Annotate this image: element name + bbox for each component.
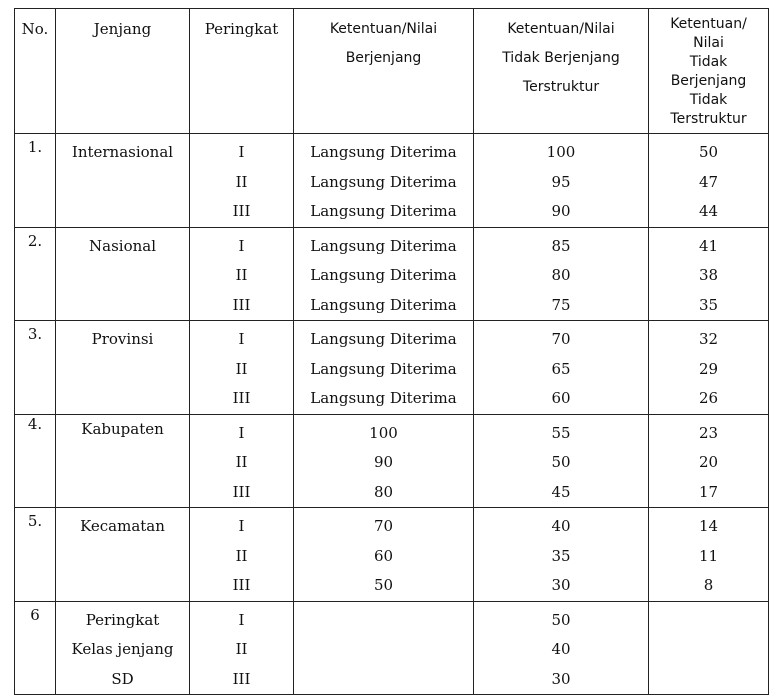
cell-line: Provinsi — [91, 330, 154, 348]
cell-line: Kabupaten — [81, 419, 164, 438]
cell-line: 95 — [551, 172, 571, 191]
cell-line: 30 — [551, 669, 571, 688]
row-no-text: 4. — [27, 414, 43, 433]
cell-line: 55 — [551, 423, 571, 442]
cell-line: II — [235, 640, 248, 658]
row-no-text: 3. — [27, 325, 43, 343]
cell-line: 60 — [373, 546, 394, 565]
rank-list — [190, 508, 294, 602]
cell-line: 85 — [551, 236, 571, 255]
cell-line: 40 — [551, 517, 571, 535]
rank-list — [190, 134, 294, 228]
cell-line: Ketentuan/Nilai — [507, 21, 615, 37]
cell-line: 40 — [551, 640, 571, 658]
cell-line: 47 — [698, 172, 719, 191]
cell-line: 50 — [373, 576, 394, 594]
cell-line: Internasional — [71, 143, 174, 161]
cell-line: 41 — [698, 236, 719, 255]
cell-line: I — [238, 517, 245, 535]
level-name — [56, 134, 190, 228]
cell-line: Langsung Diterima — [310, 202, 457, 220]
header-row — [15, 9, 769, 134]
cell-line: Langsung Diterima — [310, 359, 457, 378]
cell-line: Tidak Berjenjang — [502, 50, 620, 66]
row-no — [15, 134, 56, 228]
cell-line: Nilai — [693, 35, 724, 51]
cell-line: SD — [111, 669, 134, 688]
table-body — [15, 134, 769, 695]
header-peringkat: Peringkat — [190, 9, 294, 134]
cell-line: II — [235, 453, 248, 471]
row-no — [15, 227, 56, 321]
cell-line: 100 — [369, 423, 398, 442]
cell-line: 80 — [551, 266, 571, 284]
cell-line: 30 — [551, 576, 571, 594]
row-no — [15, 414, 56, 508]
table-row — [15, 227, 769, 321]
table-row — [15, 414, 769, 508]
cell-line: 90 — [551, 202, 571, 220]
berjenjang-values — [294, 227, 474, 321]
tidak-terstruktur-values — [649, 601, 769, 695]
cell-line: Ketentuan/Nilai — [329, 21, 438, 37]
cell-line: 50 — [551, 610, 571, 629]
cell-line: Ketentuan/ — [670, 16, 747, 32]
terstruktur-values — [474, 321, 649, 415]
cell-line: Nasional — [89, 236, 156, 255]
cell-line: Langsung Diterima — [310, 236, 457, 255]
cell-line: I — [238, 143, 245, 161]
cell-line: I — [238, 236, 245, 255]
row-no — [15, 601, 56, 695]
berjenjang-values — [294, 134, 474, 228]
berjenjang-values — [294, 414, 474, 508]
cell-line: III — [232, 202, 251, 220]
level-name — [56, 321, 190, 415]
table-row — [15, 321, 769, 415]
cell-line: Langsung Diterima — [310, 389, 457, 407]
row-no-text: 6 — [30, 605, 40, 624]
cell-line: III — [232, 576, 251, 594]
header-berjenjang — [294, 9, 474, 134]
cell-line: Langsung Diterima — [310, 266, 457, 284]
cell-line: Peringkat — [85, 610, 160, 629]
berjenjang-values — [294, 601, 474, 695]
cell-line: Tidak — [689, 54, 728, 70]
row-no-text: 1. — [27, 138, 43, 156]
table-row — [15, 508, 769, 602]
cell-line: 50 — [551, 453, 571, 471]
header-tidak-berjenjang-terstruktur — [474, 9, 649, 134]
header-tidak-berjenjang-tidak-terstruktur — [649, 9, 769, 134]
cell-line: 11 — [698, 546, 719, 565]
row-no-text: 5. — [27, 512, 43, 530]
cell-line: II — [235, 546, 248, 565]
cell-line: II — [235, 266, 248, 284]
cell-line: 75 — [551, 295, 571, 314]
cell-line: 35 — [551, 546, 571, 565]
terstruktur-values — [474, 414, 649, 508]
cell-line: 45 — [551, 482, 571, 501]
cell-line: III — [232, 295, 251, 314]
cell-line: 38 — [698, 266, 719, 284]
cell-line: Kelas jenjang — [71, 640, 174, 658]
cell-line: 50 — [698, 143, 719, 161]
cell-line: 17 — [698, 482, 719, 501]
cell-line: 90 — [373, 453, 394, 471]
cell-line: III — [232, 482, 251, 501]
cell-line: I — [238, 610, 245, 629]
table-row — [15, 601, 769, 695]
rank-list — [190, 601, 294, 695]
cell-line: III — [232, 389, 251, 407]
table-row — [15, 134, 769, 228]
tidak-terstruktur-values — [649, 508, 769, 602]
cell-line: 60 — [551, 389, 571, 407]
cell-line: Terstruktur — [670, 111, 747, 127]
cell-line: 65 — [551, 359, 571, 378]
cell-line: 26 — [698, 389, 719, 407]
cell-line: Berjenjang — [345, 50, 422, 66]
cell-line: 70 — [373, 517, 394, 535]
terstruktur-values — [474, 508, 649, 602]
rank-list — [190, 414, 294, 508]
score-table — [14, 8, 769, 695]
cell-line: Terstruktur — [522, 79, 600, 95]
cell-line: 70 — [551, 330, 571, 348]
cell-line: 100 — [546, 143, 576, 161]
cell-line: 32 — [698, 330, 719, 348]
cell-line: Langsung Diterima — [310, 330, 457, 348]
tidak-terstruktur-values — [649, 134, 769, 228]
cell-line: I — [238, 423, 245, 442]
cell-line: III — [232, 669, 251, 688]
cell-line: Langsung Diterima — [310, 172, 457, 191]
rank-list — [190, 321, 294, 415]
row-no — [15, 321, 56, 415]
row-no-text: 2. — [27, 231, 43, 250]
cell-line: Langsung Diterima — [310, 295, 457, 314]
level-name — [56, 508, 190, 602]
cell-line: 20 — [698, 453, 719, 471]
header-jenjang: Jenjang — [56, 9, 190, 134]
cell-line: Tidak — [689, 92, 728, 108]
level-name — [56, 227, 190, 321]
cell-line: Langsung Diterima — [310, 143, 457, 161]
cell-line: II — [235, 359, 248, 378]
header-no: No. — [15, 9, 56, 134]
berjenjang-values — [294, 508, 474, 602]
terstruktur-values — [474, 601, 649, 695]
cell-line: II — [235, 172, 248, 191]
tidak-terstruktur-values — [649, 227, 769, 321]
cell-line: 35 — [698, 295, 719, 314]
cell-line: 14 — [698, 517, 719, 535]
cell-line: 29 — [698, 359, 719, 378]
terstruktur-values — [474, 134, 649, 228]
tidak-terstruktur-values — [649, 321, 769, 415]
cell-line: 80 — [373, 482, 394, 501]
row-no — [15, 508, 56, 602]
berjenjang-values — [294, 321, 474, 415]
cell-line: 8 — [703, 576, 714, 594]
level-name — [56, 414, 190, 508]
cell-line: 23 — [698, 423, 719, 442]
cell-line: Berjenjang — [670, 73, 747, 89]
rank-list — [190, 227, 294, 321]
terstruktur-values — [474, 227, 649, 321]
cell-line: Kecamatan — [80, 517, 165, 535]
cell-line: I — [238, 330, 245, 348]
level-name — [56, 601, 190, 695]
tidak-terstruktur-values — [649, 414, 769, 508]
cell-line: 44 — [698, 202, 719, 220]
